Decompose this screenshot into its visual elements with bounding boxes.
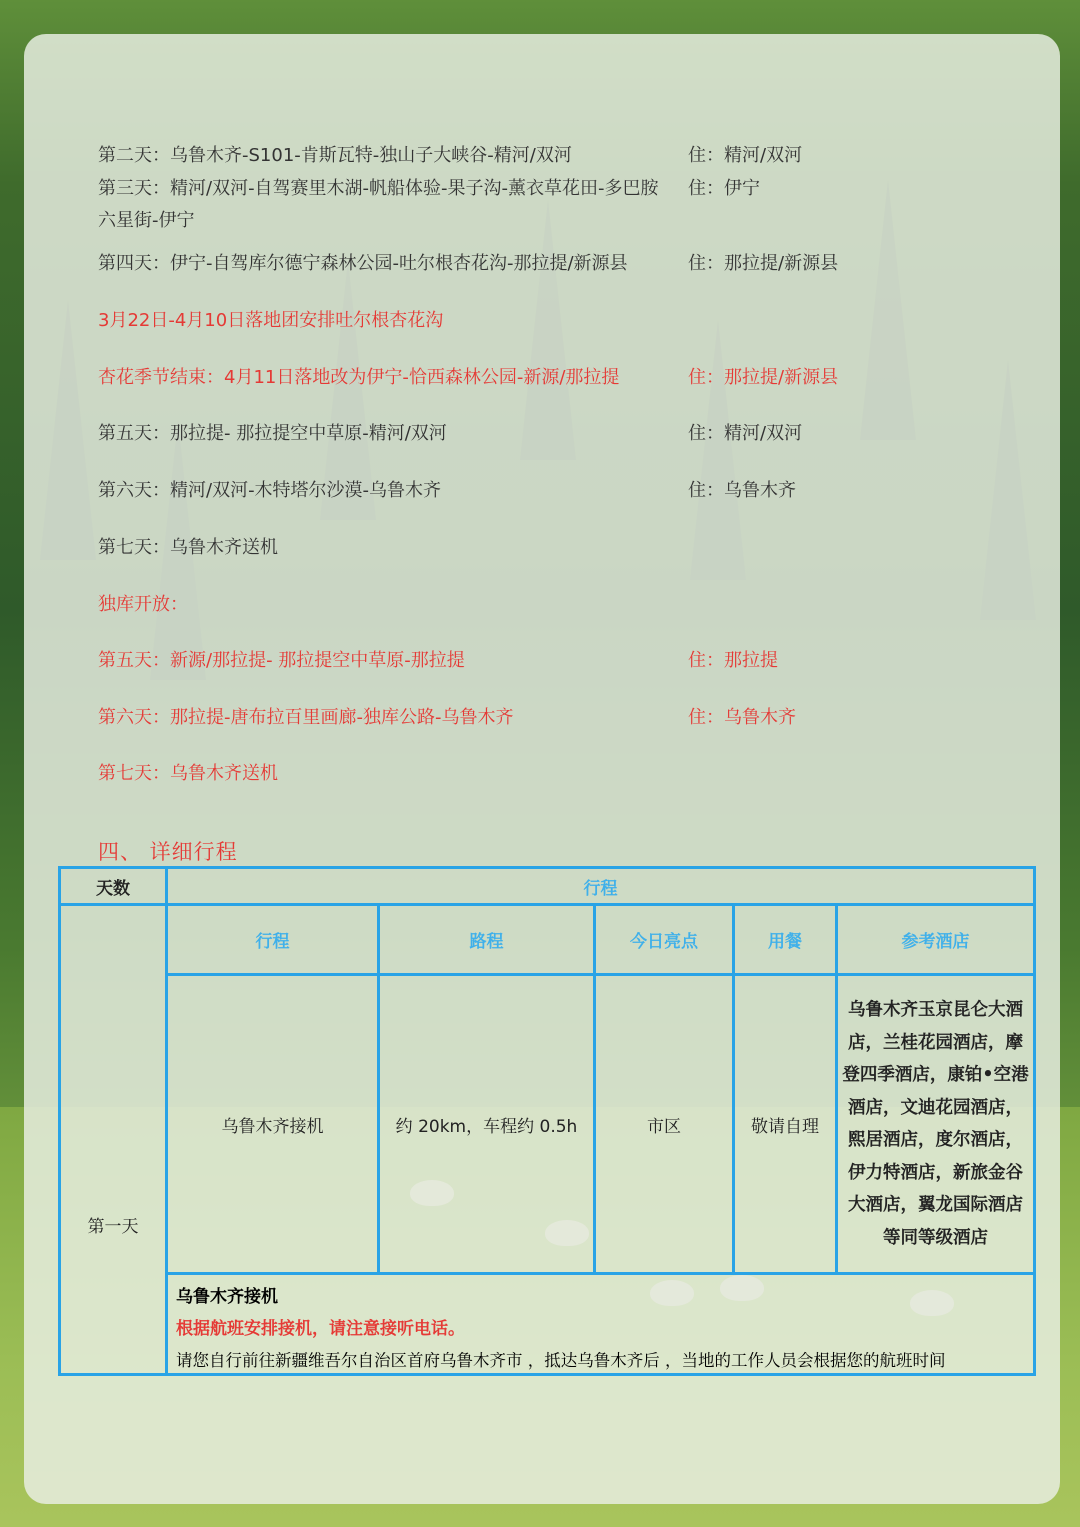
header-itinerary: 行程 — [255, 932, 290, 952]
day1-meals: 敬请自理 — [751, 1116, 819, 1137]
itinerary-route: 第六天：那拉提-唐布拉百里画廊-独库公路-乌鲁木齐 — [98, 707, 514, 728]
header-days: 天数 — [96, 878, 130, 899]
header-distance: 路程 — [469, 932, 504, 952]
itinerary-stay: 住：乌鲁木齐 — [688, 480, 796, 501]
itinerary-route: 杏花季节结束：4月11日落地改为伊宁-恰西森林公园-新源/那拉提 — [98, 367, 620, 388]
header-itinerary-group: 行程 — [583, 878, 618, 899]
header-highlights: 今日亮点 — [630, 932, 698, 952]
day1-hotel: 乌鲁木齐玉京昆仑大酒店，兰桂花园酒店，摩登四季酒店，康铂•空港酒店，文迪花园酒店，熙居酒店，度尔酒店，伊力特酒店，新旅金谷大酒店，翼龙国际酒店等同等级酒店 — [842, 1000, 1029, 1248]
itinerary-route: 第二天：乌鲁木齐-S101-肯斯瓦特-独山子大峡谷-精河/双河 — [98, 145, 572, 166]
itinerary-stay: 住：那拉提/新源县 — [688, 253, 839, 274]
itinerary-route: 第七天：乌鲁木齐送机 — [98, 763, 278, 784]
day1-itinerary: 乌鲁木齐接机 — [221, 1116, 324, 1137]
section-title: 四、 详细行程 — [98, 840, 238, 864]
itinerary-route: 第六天：精河/双河-木特塔尔沙漠-乌鲁木齐 — [98, 480, 442, 501]
header-meals: 用餐 — [768, 932, 802, 952]
day1-detail-notice: 根据航班安排接机，请注意接听电话。 — [176, 1319, 465, 1339]
header-hotel: 参考酒店 — [901, 932, 970, 952]
itinerary-route: 3月22日-4月10日落地团安排吐尔根杏花沟 — [98, 310, 444, 331]
itinerary-route: 独库开放： — [98, 594, 188, 615]
day1-detail-title: 乌鲁木齐接机 — [176, 1287, 278, 1307]
itinerary-stay: 住：伊宁 — [688, 178, 760, 199]
itinerary-stay: 住：乌鲁木齐 — [688, 707, 796, 728]
day1-detail-text: 请您自行前往新疆维吾尔自治区首府乌鲁木齐市 ，抵达乌鲁木齐后 ，当地的工作人员会根据您的航班时间 — [176, 1351, 946, 1370]
itinerary-route: 第七天：乌鲁木齐送机 — [98, 537, 278, 558]
detail-table — [58, 866, 1036, 1376]
day1-highlights: 市区 — [647, 1116, 681, 1137]
day-cell: 第一天 — [87, 1217, 139, 1237]
itinerary-route: 第四天：伊宁-自驾库尔德宁森林公园-吐尔根杏花沟-那拉提/新源县 — [98, 253, 628, 274]
itinerary-route: 第五天：新源/那拉提- 那拉提空中草原-那拉提 — [98, 650, 465, 671]
day1-distance: 约 20km，车程约 0.5h — [395, 1116, 578, 1137]
itinerary-stay: 住：那拉提 — [688, 650, 778, 671]
itinerary-stay: 住：精河/双河 — [688, 145, 803, 166]
itinerary-stay: 住：那拉提/新源县 — [688, 367, 839, 388]
table-line — [165, 1272, 1033, 1275]
itinerary-route: 第三天：精河/双河-自驾赛里木湖-帆船体验-果子沟-薰衣草花田-多巴胺六星街-伊宁 — [98, 178, 659, 231]
itinerary-route: 第五天：那拉提- 那拉提空中草原-精河/双河 — [98, 423, 447, 444]
itinerary-stay: 住：精河/双河 — [688, 423, 803, 444]
